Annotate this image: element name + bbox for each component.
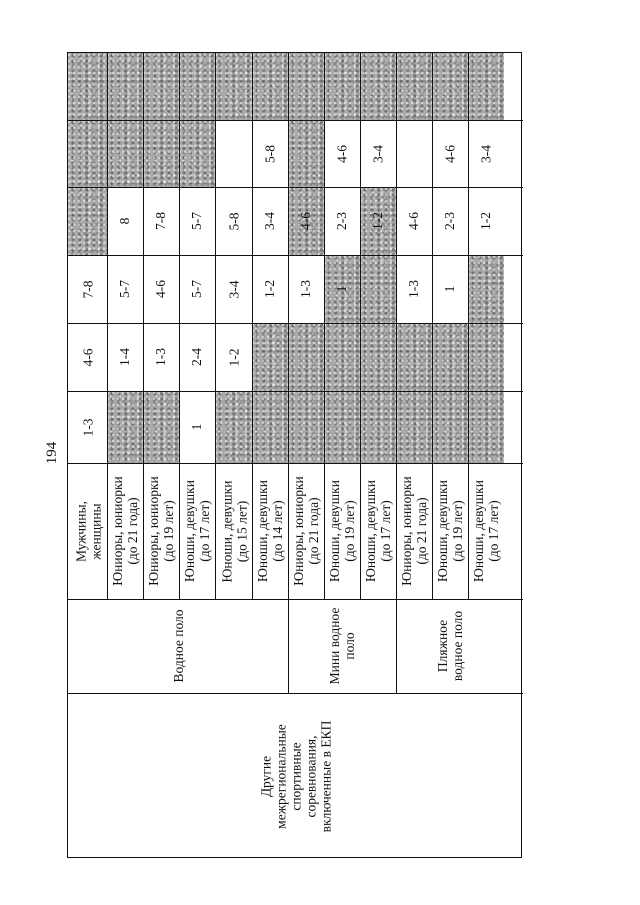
shaded-cell (396, 323, 432, 391)
row-label: Юноши, девушки (до 19 лет) (327, 480, 357, 582)
shaded-cell (468, 391, 504, 463)
cell-value: 1 (189, 423, 204, 431)
cell-value: 1-3 (298, 280, 313, 298)
cell-value: 5-7 (189, 212, 204, 230)
row-label: Юноши, девушки (до 14 лет) (255, 480, 285, 582)
rank-table (67, 52, 522, 858)
shaded-cell (324, 323, 360, 391)
category-label: Другие межрегиональные спортивные соревнования, включенные в ЕКП (258, 720, 333, 832)
page-number: 194 (43, 441, 60, 465)
shaded-cell (288, 120, 324, 187)
cell-value: 7-8 (153, 212, 168, 230)
row-label: Юниоры, юниорки (до 21 года) (399, 476, 429, 586)
shaded-cell (324, 53, 360, 120)
cell-value: 4-6 (298, 212, 313, 230)
shaded-cell (68, 53, 107, 120)
row-label: Юноши, девушки (до 17 лет) (363, 480, 393, 582)
cell-value: 2-3 (442, 212, 457, 230)
shaded-cell (252, 323, 288, 391)
shaded-cell (396, 53, 432, 120)
discipline-label-water-polo: Водное поло (170, 609, 186, 683)
shaded-cell (360, 323, 396, 391)
shaded-cell (107, 120, 143, 187)
cell-value: 4-6 (334, 144, 349, 163)
shaded-cell (288, 323, 324, 391)
cell-value: 1-4 (117, 348, 132, 366)
shaded-cell (143, 120, 179, 187)
shaded-cell (324, 391, 360, 463)
shaded-cell (215, 391, 252, 463)
cell-value: 1 (442, 285, 457, 293)
cell-value: 5-8 (225, 212, 241, 230)
row-label: Юниоры, юниорки (до 21 года) (110, 476, 140, 586)
cell-value: 4-6 (79, 348, 95, 366)
cell-value: 1-2 (262, 280, 277, 298)
row-label: Юноши, девушки (до 19 лет) (435, 480, 465, 582)
cell-value: 5-7 (117, 280, 132, 298)
cell-value: 4-6 (406, 212, 421, 230)
row-label: Юноши, девушки (до 17 лет) (182, 480, 212, 582)
shaded-cell (179, 53, 215, 120)
row-label: Мужчины, женщины (72, 500, 103, 562)
shaded-cell (360, 53, 396, 120)
row-label: Юниоры, юниорки (до 19 лет) (146, 476, 176, 586)
cell-value: 5-8 (262, 144, 277, 163)
shaded-cell (432, 391, 468, 463)
cell-value: 1-3 (79, 418, 95, 436)
shaded-cell (252, 391, 288, 463)
shaded-cell (68, 120, 107, 187)
shaded-cell (468, 323, 504, 391)
shaded-cell (143, 53, 179, 120)
cell-value: 1-2 (478, 212, 493, 230)
shaded-cell (179, 120, 215, 187)
shaded-cell (252, 53, 288, 120)
shaded-cell (396, 391, 432, 463)
shaded-cell (68, 187, 107, 255)
cell-value: 2-4 (189, 348, 204, 366)
cell-value: 1-3 (153, 348, 168, 366)
shaded-cell (360, 255, 396, 323)
discipline-label-beach-water-polo: Пляжное водное поло (435, 610, 465, 682)
shaded-cell (143, 391, 179, 463)
row-label: Юноши, девушки (до 17 лет) (471, 480, 501, 582)
cell-value: 1-3 (406, 280, 421, 298)
cell-value: 2-3 (334, 212, 349, 230)
discipline-label-mini-water-polo: Мини водное поло (327, 607, 357, 685)
shaded-cell (432, 323, 468, 391)
cell-value: 3-4 (370, 144, 385, 163)
shaded-cell (107, 391, 143, 463)
cell-value: 1 (334, 285, 349, 293)
shaded-cell (468, 53, 504, 120)
shaded-cell (215, 53, 252, 120)
cell-value: 8 (117, 217, 132, 225)
cell-value: 3-4 (262, 212, 277, 230)
row-label: Юноши, девушки (до 15 лет) (218, 480, 249, 582)
cell-value: 7-8 (79, 280, 95, 298)
shaded-cell (468, 255, 504, 323)
cell-value: 4-6 (442, 144, 457, 163)
cell-value: 3-4 (225, 280, 241, 298)
cell-value: 1-2 (370, 212, 385, 230)
row-label: Юниоры, юниорки (до 21 года) (291, 476, 321, 586)
shaded-cell (288, 391, 324, 463)
cell-value: 3-4 (478, 144, 493, 163)
shaded-cell (432, 53, 468, 120)
cell-value: 1-2 (225, 348, 241, 366)
column-separator (68, 391, 523, 392)
shaded-cell (360, 391, 396, 463)
shaded-cell (107, 53, 143, 120)
cell-value: 5-7 (189, 280, 204, 298)
cell-value: 4-6 (153, 280, 168, 298)
shaded-cell (288, 53, 324, 120)
